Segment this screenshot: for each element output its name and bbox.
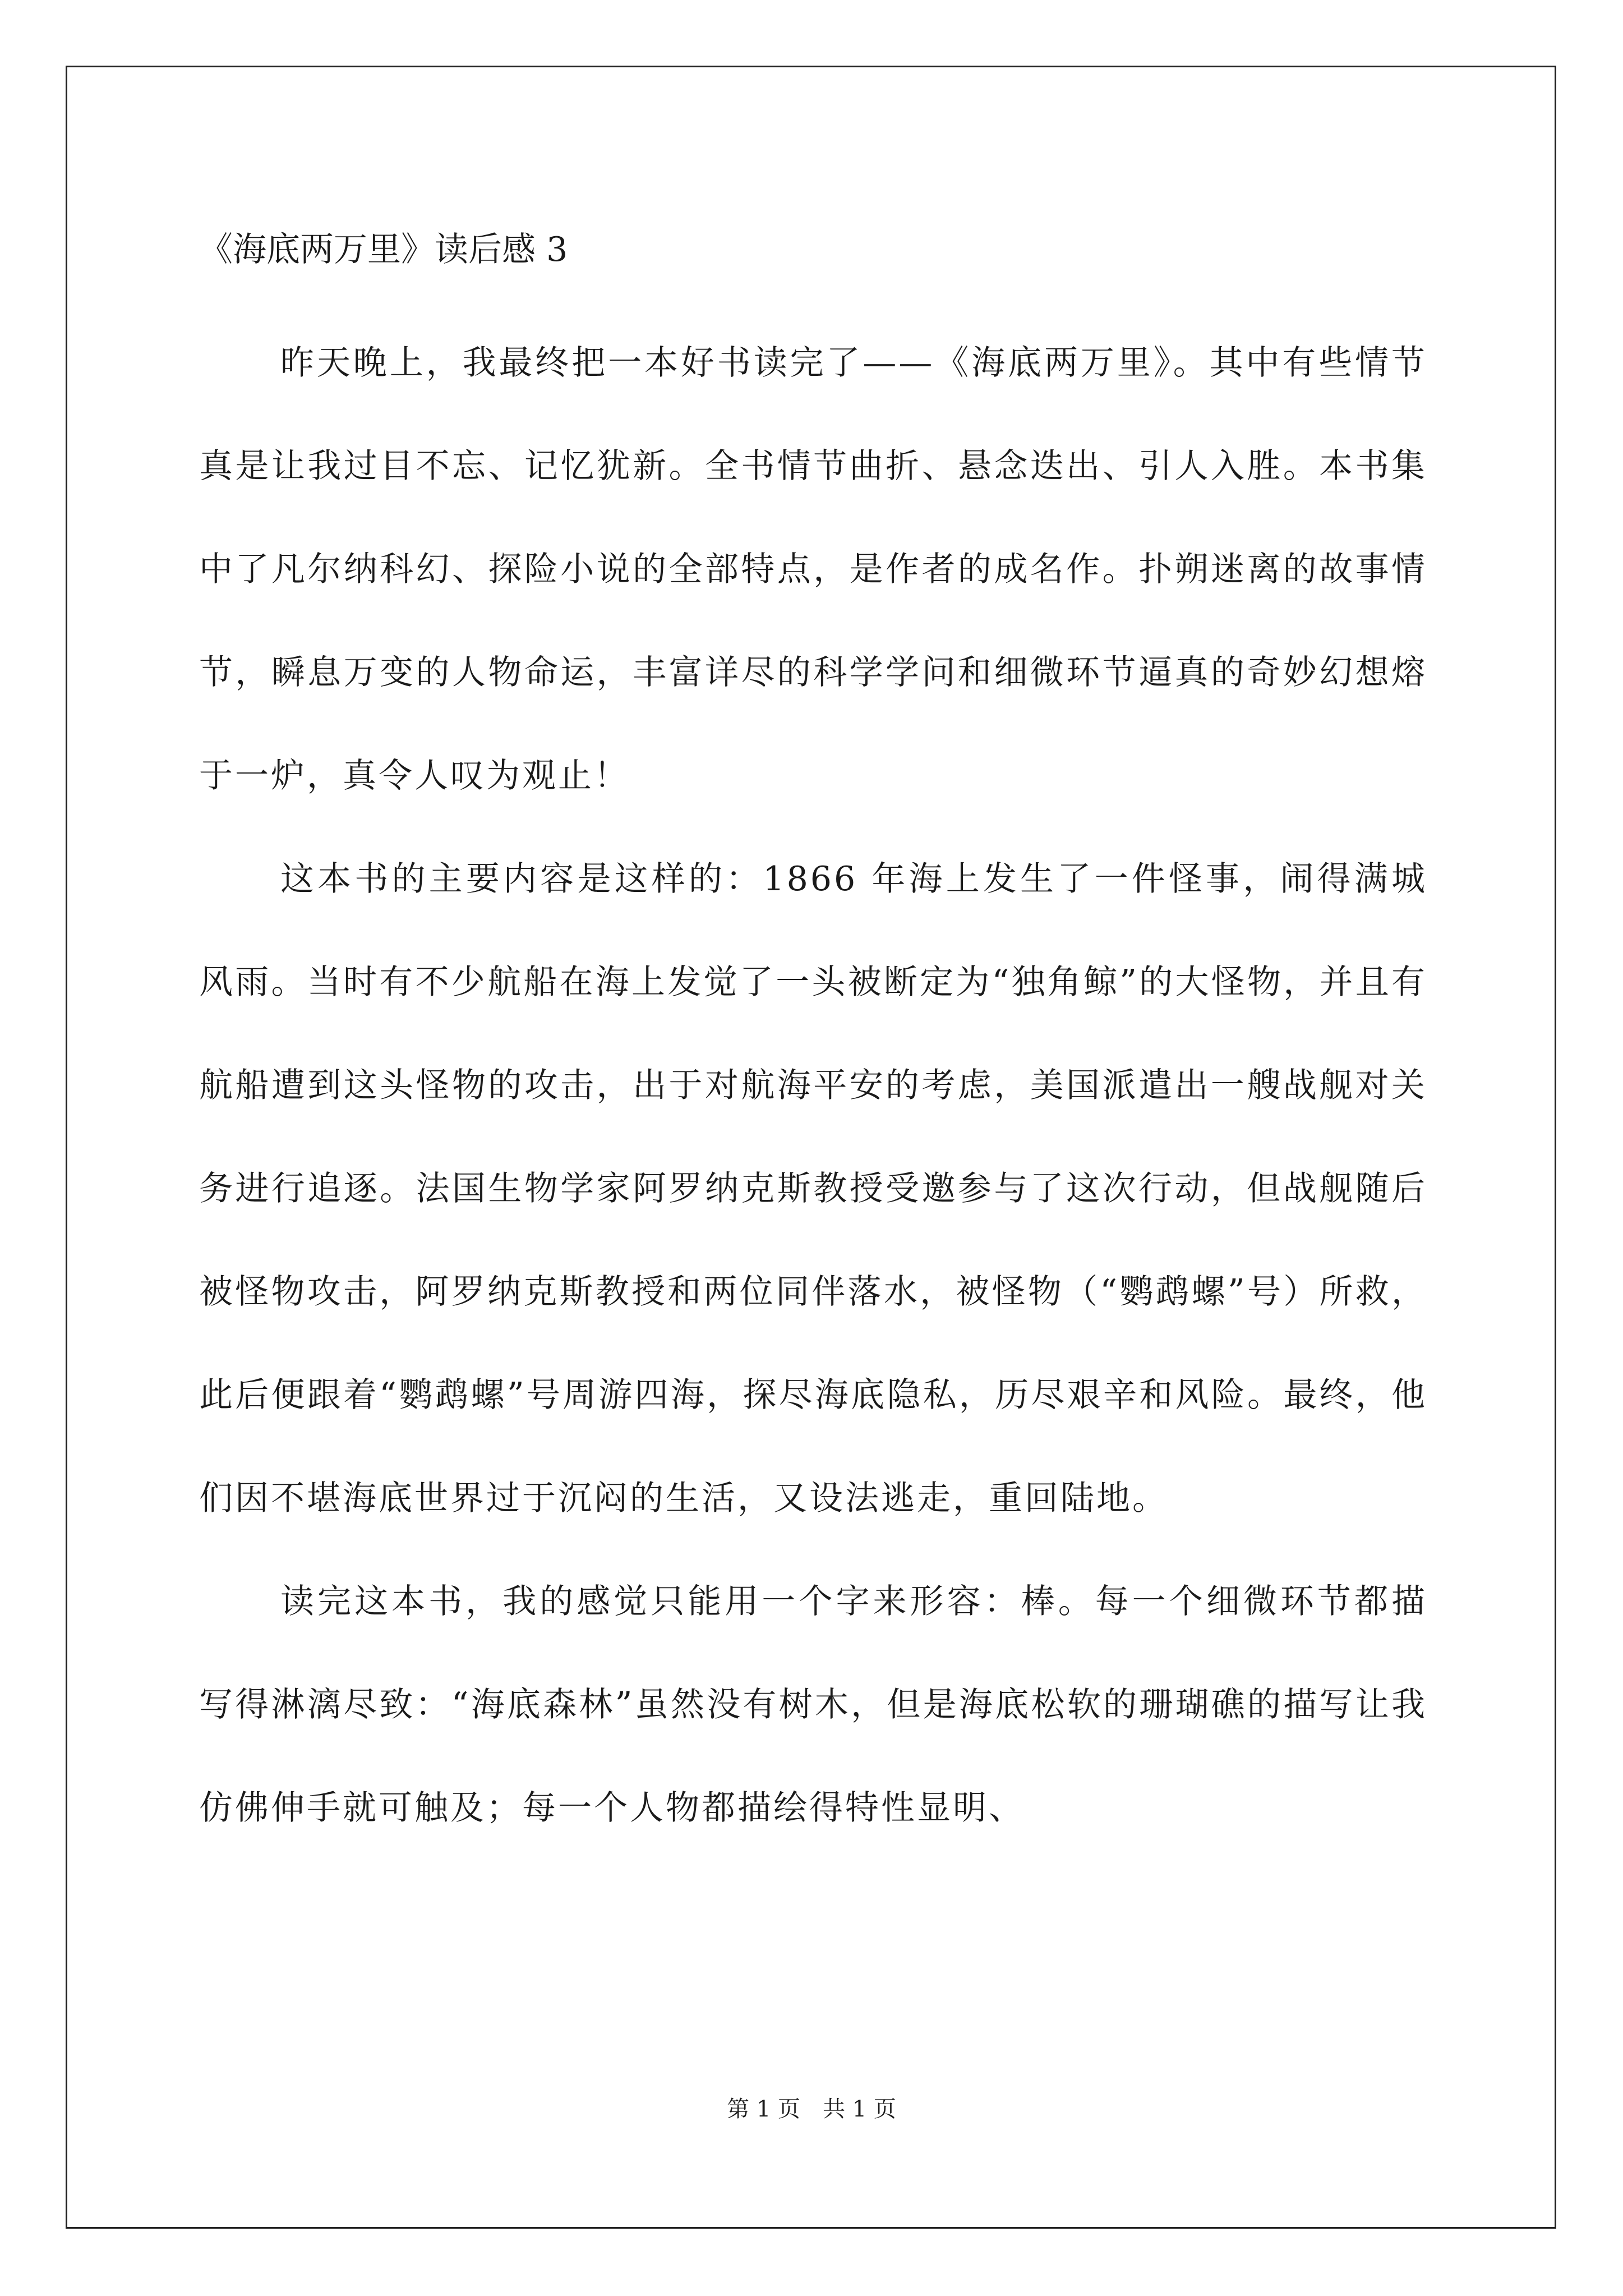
- paragraph-3: 读完这本书，我的感觉只能用一个字来形容：棒。每一个细微环节都描写得淋漓尽致：“海底森林”虽然没有树木，但是海底松软的珊瑚礁的描写让我仿佛伸手就可触及；每一个人物都描绘得特性显明、: [199, 1582, 1427, 1828]
- paragraph-2: 这本书的主要内容是这样的：1866 年海上发生了一件怪事，闹得满城风雨。当时有不少航船在海上发觉了一头被断定为“独角鲸”的大怪物，并且有航船遭到这头怪物的攻击，出于对航海平安的考虑，美国派遣出一艘战舰对关务进行追逐。法国生物学家阿罗纳克斯教授受邀参与了这次行动，但战舰随后被怪物攻击，阿罗纳克斯教授和两位同伴落水，被怪物（“鹦鹉螺”号）所救，此后便跟着“鹦鹉螺”号周游四海，探尽海底隐私，历尽艰辛和风险。最终，他们因不堪海底世界过于沉闷的生活，又设法逃走，重回陆地。: [199, 859, 1427, 1518]
- document-body: [199, 311, 1427, 1860]
- paragraph-1: 昨天晚上，我最终把一本好书读完了——《海底两万里》。其中有些情节真是让我过目不忘、记忆犹新。全书情节曲折、悬念迭出、引人入胜。本书集中了凡尔纳科幻、探险小说的全部特点，是作者的成名作。扑朔迷离的故事情节，瞬息万变的人物命运，丰富详尽的科学学问和细微环节逼真的奇妙幻想熔于一炉，真令人叹为观止！: [199, 343, 1427, 795]
- page-number-footer: 第 1 页 共 1 页: [727, 2096, 896, 2122]
- document-title: 《海底两万里》读后感 3: [199, 230, 568, 269]
